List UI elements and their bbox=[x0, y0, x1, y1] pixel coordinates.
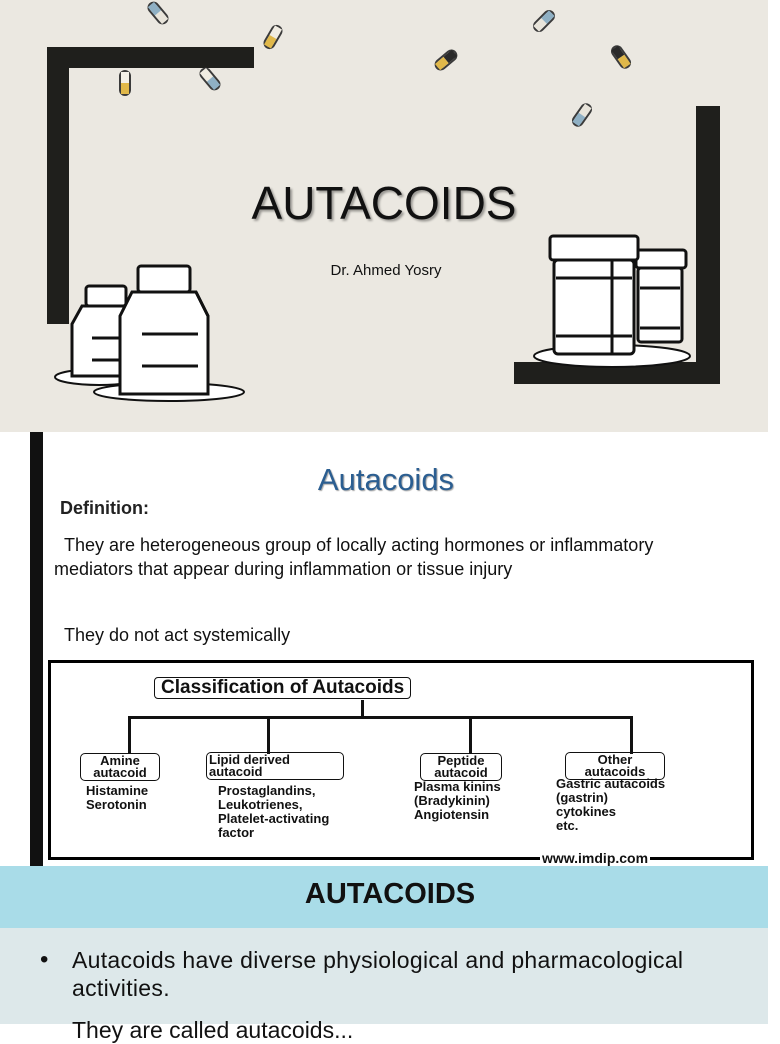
pill-icon bbox=[145, 0, 171, 27]
connector-line bbox=[267, 716, 270, 754]
bullet-text: Autacoids have diverse physiological and pharmacological activities. bbox=[72, 947, 684, 1001]
pill-icon bbox=[261, 23, 284, 52]
frame-top-left-horizontal bbox=[47, 47, 254, 68]
connector-line bbox=[128, 716, 131, 754]
pill-icon bbox=[197, 65, 223, 93]
connector-line bbox=[469, 716, 472, 754]
pill-icon bbox=[119, 70, 131, 96]
items-other: Gastric autacoids (gastrin) cytokines etc. bbox=[556, 776, 666, 833]
medicine-jars-right-icon bbox=[532, 232, 696, 372]
items-lipid: Prostaglandins, Leukotrienes, Platelet-activating factor bbox=[218, 783, 330, 840]
bullet-text-partial: They are called autacoids... bbox=[72, 1017, 354, 1043]
pill-icon bbox=[432, 47, 460, 73]
source-watermark: www.imdip.com bbox=[542, 850, 649, 866]
pill-icon bbox=[570, 101, 595, 129]
medicine-bottles-left-icon bbox=[54, 262, 248, 406]
category-other: Other autacoids bbox=[565, 752, 665, 780]
frame-bottom-right-vertical bbox=[696, 106, 720, 384]
systemic-note: They do not act systemically bbox=[64, 625, 291, 645]
bullet-slide bbox=[0, 866, 768, 1043]
items-amine: Histamine Serotonin bbox=[86, 783, 149, 812]
category-lipid: Lipid derived autacoid bbox=[206, 752, 344, 780]
definition-label: Definition: bbox=[60, 498, 149, 518]
classification-title: Classification of Autacoids bbox=[154, 677, 411, 699]
connector-line bbox=[630, 716, 633, 754]
title-slide bbox=[0, 0, 768, 432]
connector-line bbox=[361, 700, 364, 717]
slide-title: AUTACOIDS bbox=[304, 878, 476, 910]
pill-icon bbox=[531, 8, 558, 35]
items-peptide: Plasma kinins (Bradykinin) Angiotensin bbox=[414, 779, 501, 822]
connector-line bbox=[128, 716, 632, 719]
slide-subtitle: Dr. Ahmed Yosry bbox=[330, 262, 442, 279]
bullet-dot-icon: • bbox=[40, 946, 49, 973]
slide-title: Autacoids bbox=[317, 462, 455, 497]
pill-icon bbox=[609, 43, 634, 71]
definition-slide bbox=[0, 432, 768, 866]
slide-title: AUTACOIDS bbox=[251, 177, 517, 229]
category-amine: Amine autacoid bbox=[80, 753, 160, 781]
category-peptide: Peptide autacoid bbox=[420, 753, 502, 781]
definition-text: They are heterogeneous group of locally acting hormones or inflammatory mediators that appear during inflammation or tissue injury bbox=[54, 535, 654, 579]
